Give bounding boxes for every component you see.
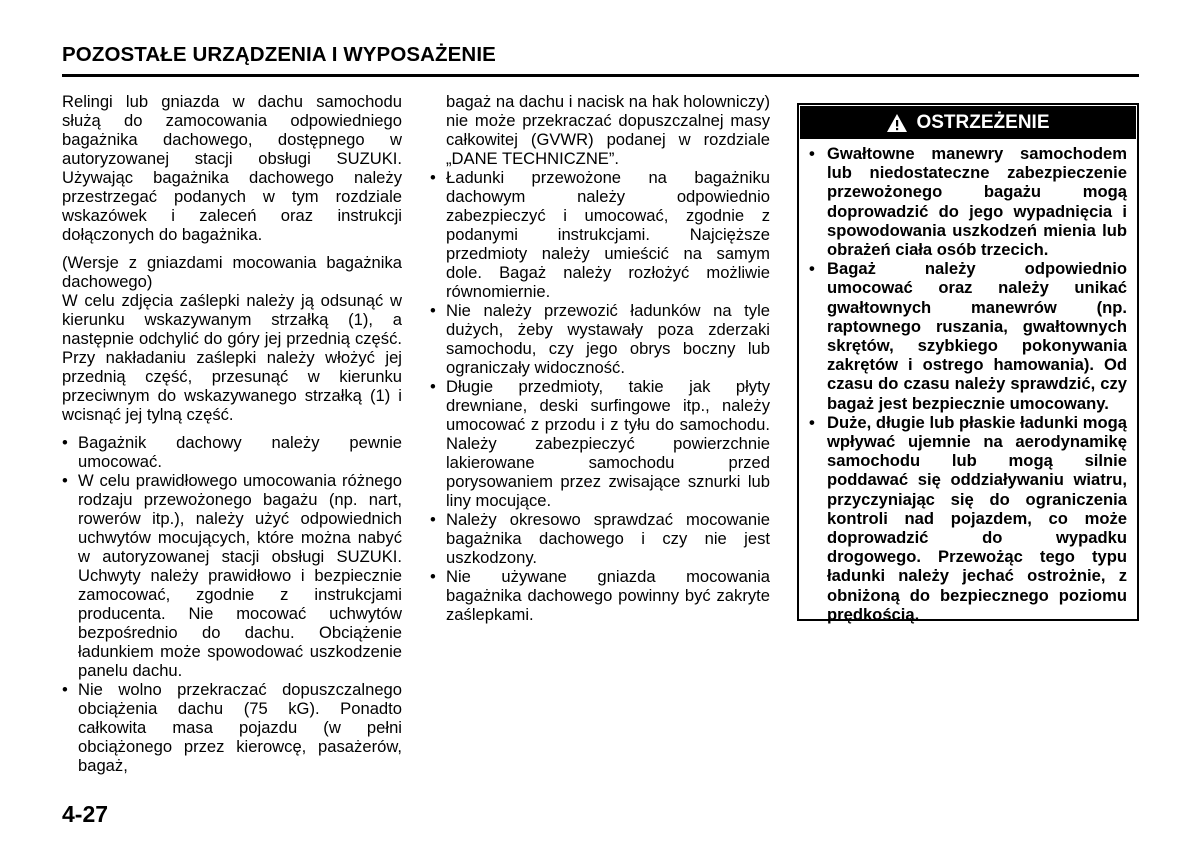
warning-bullet-list (799, 140, 1137, 624)
middle-bullet-list (430, 168, 770, 624)
list-item: • Ładunki przewożone na bagażniku dachowym należy odpowiednio zabezpieczyć i umocować, zgodnie z podanymi instrukcjami. Najcięższe przedmioty należy umieścić na samym dole. Bagaż należy rozłożyć możliwie równomiernie. (430, 168, 770, 301)
left-column (62, 92, 402, 775)
continued-bullet-text: bagaż na dachu i nacisk na hak holowniczy) nie może przekraczać dopuszczalnej masy całkowitej (GVWR) podanej w rozdziale „DANE TECHNICZNE”. (446, 92, 770, 168)
intro-paragraph: Relingi lub gniazda w dachu samochodu służą do zamocowania odpowiedniego bagażnika dachowego, dostępnego w autoryzowanej stacji obsługi SUZUKI. Używając bagażnika dachowego należy przestrzegać podanych w tym rozdziale wskazówek i zaleceń oraz instrukcji dołączonych do bagażnika. (62, 92, 402, 244)
warning-title: OSTRZEŻENIE (916, 111, 1050, 133)
version-note: (Wersje z gniazdami mocowania bagażnika dachowego) (62, 253, 402, 291)
warning-header (800, 106, 1136, 139)
warning-item: • Gwałtowne manewry samochodem lub niedostateczne zabezpieczenie przewożonego bagażu mogą doprowadzić do jego wypadnięcia i spowodowania uszkodzeń mienia lub obrażeń ciała osób trzecich. (809, 144, 1127, 259)
list-item: • Długie przedmioty, takie jak płyty drewniane, deski surfingowe itp., należy umocować z przodu i z tyłu do samochodu. Należy zabezpieczyć powierzchnie lakierowane samochodu przed porysowaniem przez zwisające sznurki lub liny mocujące. (430, 377, 770, 510)
middle-column (430, 92, 770, 624)
warning-item: • Duże, długie lub płaskie ładunki mogą wpływać ujemnie na aerodynamikę samochodu lub mogą silnie poddawać się oddziaływaniu wiatru, przyczyniając się do ograniczenia kontroli nad pojazdem, co może doprowadzić do wypadku drogowego. Przewożąc tego typu ładunki należy jechać ostrożnie, z obniżoną do bezpiecznego poziomu prędkością. (809, 413, 1127, 624)
warning-box (797, 103, 1139, 624)
warning-triangle-icon (886, 113, 908, 133)
list-item: • Nie należy przewozić ładunków na tyle dużych, żeby wystawały poza zderzaki samochodu, czy jego obrys boczny lub ograniczały widoczność. (430, 301, 770, 377)
list-item: • Nie wolno przekraczać dopuszczalnego obciążenia dachu (75 kG). Ponadto całkowita masa pojazdu (w pełni obciążonego przez kierowcę, pasażerów, bagaż, (62, 680, 402, 775)
list-item: • Bagażnik dachowy należy pewnie umocować. (62, 433, 402, 471)
list-item: • Należy okresowo sprawdzać mocowanie bagażnika dachowego i czy nie jest uszkodzony. (430, 510, 770, 567)
page-number: 4-27 (62, 801, 109, 827)
section-title: POZOSTAŁE URZĄDZENIA I WYPOSAŻENIE (62, 43, 496, 66)
list-item: • W celu prawidłowego umocowania różnego rodzaju przewożonego bagażu (np. nart, rowerów itp.), należy użyć odpowiednich uchwytów mocujących, które można nabyć w autoryzowanej stacji obsługi SUZUKI. Uchwyty należy prawidłowo i bezpiecznie zamocować, zgodnie z instrukcjami producenta. Nie mocować uchwytów bezpośrednio do dachu. Obciążenie ładunkiem może spowodować uszkodzenie panelu dachu. (62, 471, 402, 680)
cover-instructions: W celu zdjęcia zaślepki należy ją odsunąć w kierunku wskazywanym strzałką (1), a następnie odchylić do góry jej przednią część. Przy nakładaniu zaślepki należy włożyć jej przednią część, przesunąć w kierunku przeciwnym do wskazywanego strzałką (1) i wcisnąć jej tylną część. (62, 291, 402, 424)
left-bullet-list (62, 433, 402, 775)
warning-item: • Bagaż należy odpowiednio umocować oraz należy unikać gwałtownych manewrów (np. raptownego ruszania, gwałtownych skrętów, szybkiego pokonywania zakrętów i ostrego hamowania). Od czasu do czasu należy sprawdzić, czy bagaż jest bezpiecznie umocowany. (809, 259, 1127, 413)
page-header (62, 40, 1139, 77)
list-item: • Nie używane gniazda mocowania bagażnika dachowego powinny być zakryte zaślepkami. (430, 567, 770, 624)
